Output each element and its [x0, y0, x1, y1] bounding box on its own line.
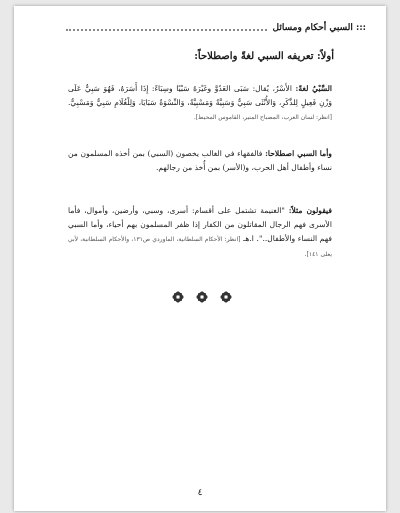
paragraph-text: فالفقهاء في الغالب يخصون (السبي) بمن أخذه المسلمون من نساء وأطفال أهل الحرب، و(الأسر) بمن أُخذ من رجالهم. [68, 148, 332, 172]
paragraph-text: "الغنيمة تشتمل على أقسام: أسرى، وسبي، وأرضين، وأموال، فأما الأسرى فهم الرجال المقاتلون من الكفار إذا ظفر المسلمون بهم أحياء، وأما السبي فهم النساء والأطفال..". ا.هـ [68, 205, 332, 243]
document-page [14, 6, 386, 511]
reference-note: [انظر: الأحكام السلطانية، الماوردي ص١٣١، والأحكام السلطانية، لأبي يعلى ١٤١]. [68, 235, 332, 258]
page-number: ٤ [197, 488, 203, 498]
paragraph-lead: فيقولون مثلاً: [288, 205, 332, 215]
flower-ornament-icon [172, 291, 184, 303]
paragraph-example [68, 204, 332, 262]
paragraph-linguistic-definition [68, 82, 332, 125]
section-title: أولاً: تعريفه السبي لغةً واصطلاحاً: [194, 51, 334, 62]
header-title: ::: السبي أحكام ومسائل [272, 23, 366, 33]
paragraph-lead: وأما السبي اصطلاحا: [265, 148, 332, 158]
page-header [66, 19, 366, 37]
reference-note: [انظر: لسان العرب، المصباح المنير، القاموس المحيط]. [193, 113, 332, 121]
paragraph-text: الأَسْرُ، يُقال: سَبَى العَدُوَّ وغَيْرَهُ سَبْيًا وسِبَاءً: إِذَا أَسَرَهُ، فَهُوَ سَبِيٌّ عَلَى وَزْنِ فَعِيلٍ لِلذَّكَرِ، وَالأُنْثَى سَبِيٌّ وَسَبِيَّةٌ وَمَسْبِيَّةٌ، وَالنِّسْوَةُ سَبَايَا، وَلِلْغُلَامِ سَبِيٌّ وَمَسْبِيٌّ. [68, 83, 332, 107]
header-dotted-rule [66, 29, 267, 31]
section-divider-ornaments [172, 291, 232, 303]
paragraph-technical-definition [68, 147, 332, 175]
flower-ornament-icon [196, 291, 208, 303]
flower-ornament-icon [220, 291, 232, 303]
paragraph-lead: السَّبْيُ لغةً: [295, 83, 332, 93]
